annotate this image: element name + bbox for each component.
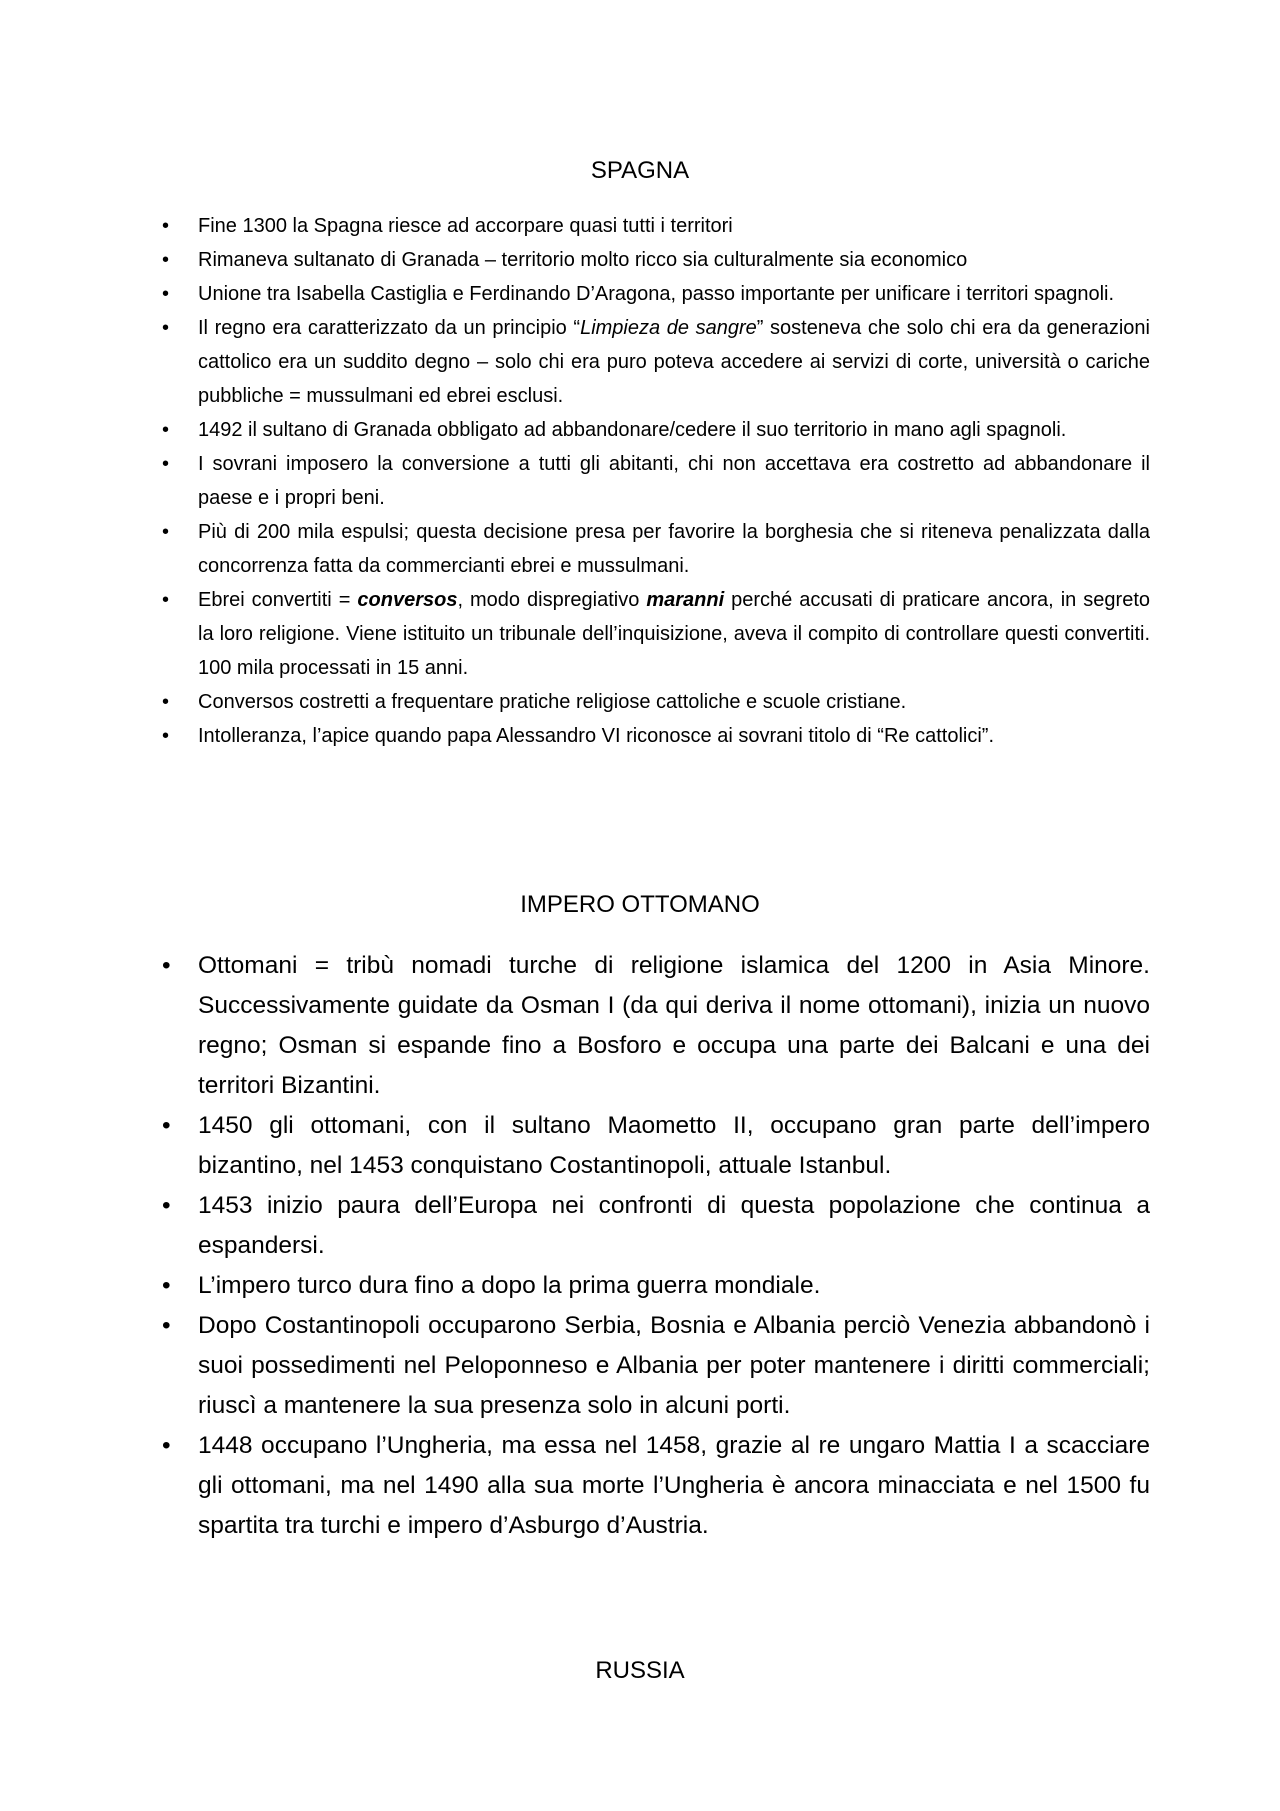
section-title-russia: RUSSIA — [595, 1657, 685, 1684]
list-item: • 1492 il sultano di Granada obbligato ad abbandonare/cedere il suo territorio in mano agli spagnoli. — [198, 413, 1150, 447]
list-item: • L’impero turco dura fino a dopo la prima guerra mondiale. — [198, 1266, 1150, 1306]
item-text: Ebrei convertiti = — [198, 589, 358, 611]
item-bold-term: maranni — [646, 589, 725, 611]
section-title-impero-ottomano: IMPERO OTTOMANO — [520, 891, 760, 918]
list-item: • Conversos costretti a frequentare pratiche religiose cattoliche e scuole cristiane. — [198, 685, 1150, 719]
list-item: • Unione tra Isabella Castiglia e Ferdinando D’Aragona, passo importante per unificare i territori spagnoli. — [198, 277, 1150, 311]
spagna-bullet-list — [198, 209, 1150, 753]
list-item: • 1450 gli ottomani, con il sultano Maometto II, occupano gran parte dell’impero bizantino, nel 1453 conquistano Costantinopoli, attuale Istanbul. — [198, 1106, 1150, 1186]
list-item: • Più di 200 mila espulsi; questa decisione presa per favorire la borghesia che si riteneva penalizzata dalla concorrenza fatta da commercianti ebrei e mussulmani. — [198, 515, 1150, 583]
item-text: ” sosteneva che solo chi era da generazioni cattolico era un suddito degno – solo chi era puro poteva accedere ai servizi di corte, università o cariche pubbliche = mussulmani ed ebrei esclusi. — [198, 317, 1150, 407]
item-italic-term: Limpieza de sangre — [580, 317, 757, 339]
list-item: • Dopo Costantinopoli occuparono Serbia, Bosnia e Albania perciò Venezia abbandonò i suoi possedimenti nel Peloponneso e Albania per poter mantenere i diritti commerciali; riuscì a mantenere la sua presenza solo in alcuni porti. — [198, 1306, 1150, 1426]
item-text: , modo dispregiativo — [457, 589, 647, 611]
list-item: • 1453 inizio paura dell’Europa nei confronti di questa popolazione che continua a espandersi. — [198, 1186, 1150, 1266]
item-text: perché accusati di praticare ancora, in segreto la loro religione. Viene istituito un tribunale dell’inquisizione, aveva il compito di controllare questi convertiti. 100 mila processati in 15 anni. — [198, 589, 1151, 679]
list-item: • Ottomani = tribù nomadi turche di religione islamica del 1200 in Asia Minore. Successivamente guidate da Osman I (da qui deriva il nome ottomani), inizia un nuovo regno; Osman si espande fino a Bosforo e occupa una parte dei Balcani e una dei territori Bizantini. — [198, 946, 1150, 1106]
item-text: Il regno era caratterizzato da un principio “ — [198, 317, 581, 339]
list-item — [198, 583, 1150, 685]
list-item: • Fine 1300 la Spagna riesce ad accorpare quasi tutti i territori — [198, 209, 1150, 243]
list-item: • Rimaneva sultanato di Granada – territorio molto ricco sia culturalmente sia economico — [198, 243, 1150, 277]
item-bold-term: conversos — [357, 589, 458, 611]
list-item: • 1448 occupano l’Ungheria, ma essa nel 1458, grazie al re ungaro Mattia I a scacciare gli ottomani, ma nel 1490 alla sua morte l’Ungheria è ancora minacciata e nel 1500 fu spartita tra turchi e impero d’Asburgo d’Austria. — [198, 1426, 1150, 1546]
section-title-spagna: SPAGNA — [590, 157, 690, 184]
list-item — [198, 311, 1150, 413]
list-item: • Intolleranza, l’apice quando papa Alessandro VI riconosce ai sovrani titolo di “Re cattolici”. — [198, 719, 1150, 753]
list-item: • I sovrani imposero la conversione a tutti gli abitanti, chi non accettava era costretto ad abbandonare il paese e i propri beni. — [198, 447, 1150, 515]
impero-bullet-list — [198, 946, 1150, 1546]
